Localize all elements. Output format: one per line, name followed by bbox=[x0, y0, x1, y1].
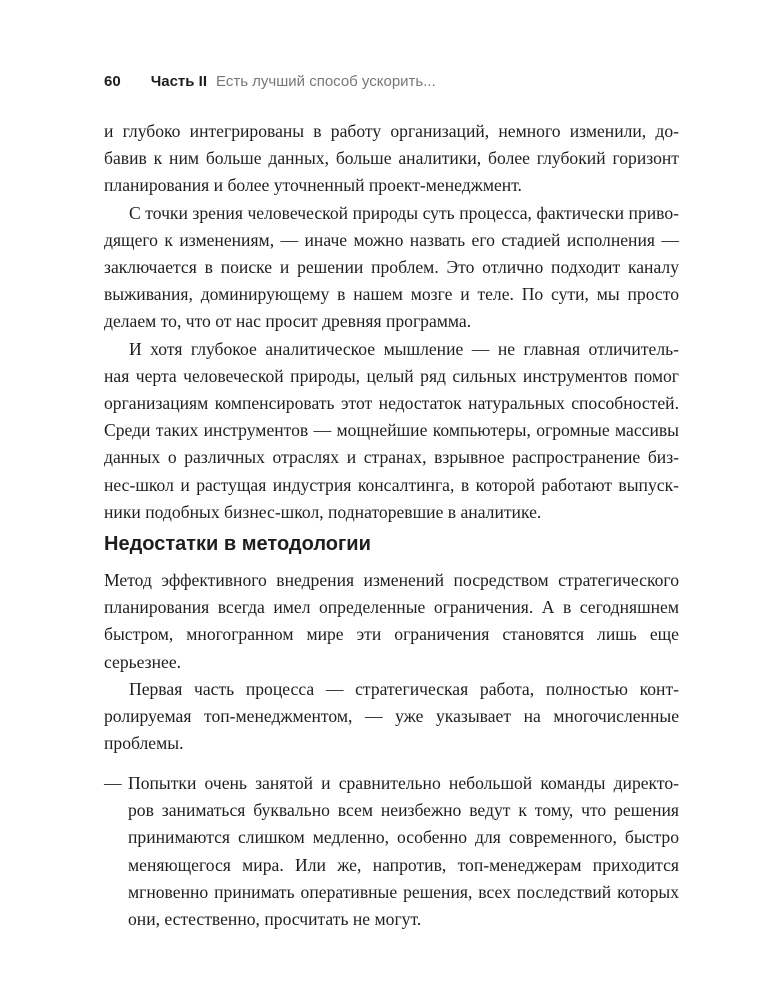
list-item bbox=[104, 770, 679, 933]
text-line: ролируемая топ-менеджментом, — уже указывает на многочисленные bbox=[104, 706, 679, 727]
part-label: Часть II bbox=[150, 73, 207, 90]
text-line: Попытки очень занятой и сравнительно небольшой команды директо- bbox=[128, 773, 679, 793]
running-head bbox=[104, 70, 436, 94]
text-line: планирования и более уточненный проект-менеджмент. bbox=[104, 175, 522, 196]
list-dash: — bbox=[104, 773, 122, 793]
chapter-title: Есть лучший способ ускорить... bbox=[215, 73, 436, 90]
paragraph-4 bbox=[104, 567, 679, 676]
text-line: нес-школ и растущая индустрия консалтинга, в которой работают выпуск- bbox=[104, 474, 679, 495]
text-line: проблемы. bbox=[104, 733, 184, 754]
bullet-list bbox=[104, 770, 679, 933]
text-line: делаем то, что от нас просит древняя программа. bbox=[104, 311, 472, 332]
text-line: Метод эффективного внедрения изменений посредством стратегического bbox=[104, 570, 679, 590]
text-line: ров заниматься буквально всем неизбежно ведут к тому, что решения bbox=[128, 800, 679, 821]
paragraph-3 bbox=[104, 336, 679, 526]
text-line: и глубоко интегрированы в работу организаций, немного изменили, до- bbox=[104, 121, 679, 141]
text-line: организациям компенсировать этот недостаток натуральных способностей. bbox=[104, 393, 679, 414]
text-line: дящего к изменениям, — иначе можно назвать его стадией исполнения — bbox=[104, 229, 679, 250]
page-number: 60 bbox=[104, 73, 121, 90]
text-line: Среди таких инструментов — мощнейшие компьютеры, огромные массивы bbox=[104, 420, 679, 441]
paragraph-5 bbox=[104, 676, 679, 758]
text-line: они, естественно, просчитать не могут. bbox=[128, 909, 422, 930]
paragraph-1 bbox=[104, 118, 679, 200]
text-line: выживания, доминирующему в нашем мозге и теле. По сути, мы просто bbox=[104, 284, 679, 305]
text-line: Первая часть процесса — стратегическая работа, полностью конт- bbox=[129, 678, 679, 699]
text-line: мгновенно принимать оперативные решения, всех последствий которых bbox=[128, 881, 679, 902]
text-line: ники подобных бизнес-школ, поднаторевшие в аналитике. bbox=[104, 501, 542, 522]
text-line: меняющегося мира. Или же, напротив, топ-менеджерам приходится bbox=[128, 854, 679, 875]
text-line: И хотя глубокое аналитическое мышление — не главная отличитель- bbox=[129, 338, 679, 359]
text-line: бавив к ним больше данных, больше аналитики, более глубокий горизонт bbox=[104, 148, 679, 169]
text-line: заключается в поиске и решении проблем. Это отлично подходит каналу bbox=[104, 257, 679, 278]
body-text-section-1 bbox=[104, 118, 679, 526]
text-line: С точки зрения человеческой природы суть процесса, фактически приво- bbox=[129, 202, 679, 223]
section-heading: Недостатки в методологии bbox=[104, 533, 371, 555]
text-line: быстром, многогранном мире эти ограничения становятся лишь еще bbox=[104, 624, 679, 645]
text-line: планирования всегда имел определенные ограничения. А в сегодняшнем bbox=[104, 597, 679, 618]
body-text-section-2 bbox=[104, 567, 679, 757]
text-line: ная черта человеческой природы, целый ряд сильных инструментов помог bbox=[104, 365, 679, 386]
paragraph-2 bbox=[104, 200, 679, 336]
text-line: серьезнее. bbox=[104, 651, 182, 672]
text-line: принимаются слишком медленно, особенно для современного, быстро bbox=[128, 827, 679, 848]
text-line: данных о различных отраслях и странах, взрывное распространение биз- bbox=[104, 447, 679, 468]
